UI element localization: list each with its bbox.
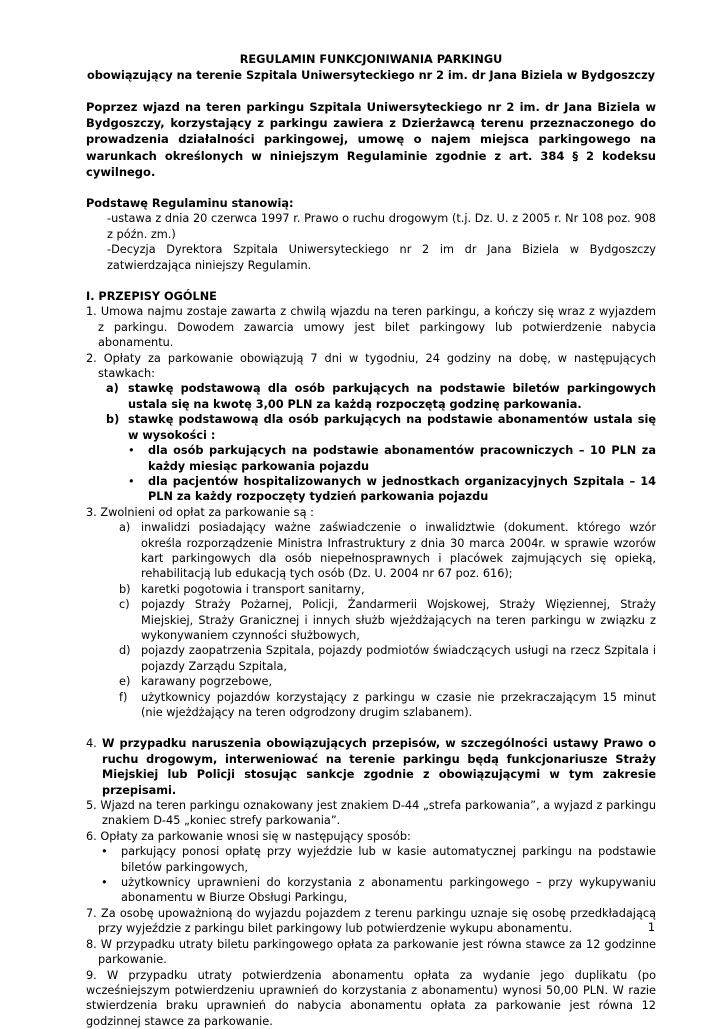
bullet-icon: •: [101, 845, 108, 859]
paragraph-8: 8. W przypadku utraty biletu parkingowego opłata za parkowanie jest równa stawce za 12 godzinne parkowanie.: [86, 937, 656, 967]
paragraph-3: 3. Zwolnieni od opłat za parkowanie są :: [86, 505, 314, 519]
list-item: [101, 844, 656, 875]
item-label: d): [119, 644, 131, 658]
list-item: [128, 474, 656, 505]
item-label: c): [119, 598, 130, 612]
list-item: [128, 443, 656, 474]
bullet-text: dla pacjentów hospitalizowanych w jednostkach organizacyjnych Szpitala – 14 PLN za każdy rozpoczęty tydzień parkowania pojazdu: [148, 474, 656, 504]
paragraph-2a-label: a): [106, 382, 119, 396]
item-text: karawany pogrzebowe,: [141, 675, 273, 689]
item-label: a): [119, 521, 131, 535]
section-1-heading: I. PRZEPISY OGÓLNE: [86, 290, 217, 304]
paragraph-7: 7. Za osobę upoważnioną do wyjazdu pojazdem z terenu parkingu uznaje się osobę przedkładającą przy wyjeździe z parkingu bilet parkingowy lub potwierdzenie wykupu abonamentu.: [86, 906, 656, 936]
item-text: użytkownicy pojazdów korzystający z parkingu w czasie nie przekraczającym 15 minut (nie wjeżdżający na teren odgrodzony drugim szlabanem).: [141, 690, 656, 720]
list-item: [101, 875, 656, 906]
bullet-icon: •: [101, 876, 108, 890]
item-text: karetki pogotowia i transport sanitarny,: [141, 582, 365, 596]
paragraph-4-text: W przypadku naruszenia obowiązujących przepisów, w szczególności ustawy Prawo o ruchu drogowym, interweniować na terenie parkingu będą funkcjonariusze Straży Miejskiej lub Policji stosując sankcje zgodnie z obowiązującymi w tym zakresie przepisami.: [102, 737, 656, 797]
basis-item-2: -Decyzja Dyrektora Szpitala Uniwersyteckiego nr 2 im dr Jana Biziela w Bydgoszczy zatwierdzająca niniejszy Regulamin.: [107, 243, 656, 272]
page-number: 1: [647, 921, 655, 934]
paragraph-2b-text: stawkę podstawową dla osób parkujących na podstawie abonamentów ustala się w wysokości :: [128, 413, 656, 442]
list-item: [119, 674, 656, 689]
item-text: pojazdy zaopatrzenia Szpitala, pojazdy podmiotów świadczących usługi na rzecz Szpitala i pojazdy Zarządu Szpitala,: [141, 644, 656, 673]
item-label: e): [119, 675, 131, 689]
bullet-text: parkujący ponosi opłatę przy wyjeździe lub w kasie automatycznej parkingu na podstawie biletów parkingowych,: [121, 845, 656, 874]
basis-heading: Podstawę Regulaminu stanowią:: [86, 197, 294, 211]
paragraph-2: 2. Opłaty za parkowanie obowiązują 7 dni w tygodniu, 24 godziny na dobę, w następujących stawkach:: [86, 351, 656, 381]
bullet-text: dla osób parkujących na podstawie abonamentów pracowniczych – 10 PLN za każdy miesiąc parkowania pojazdu: [148, 444, 656, 473]
list-item: [119, 597, 656, 643]
document-page: [86, 52, 656, 1029]
paragraph-2a-text: stawkę podstawową dla osób parkujących na podstawie biletów parkingowych ustala się na kwotę 3,00 PLN za każdą rozpoczętą godzinę parkowania.: [128, 382, 656, 411]
document-title: REGULAMIN FUNKCJONIWANIA PARKINGU: [239, 53, 503, 66]
paragraph-2b: [106, 412, 656, 443]
paragraph-9: 9. W przypadku utraty potwierdzenia abonamentu opłata za wydanie jego duplikatu (po wcześniejszym potwierdzeniu uprawnień do korzystania z abonamentu) wynosi 50,00 PLN. W razie stwierdzenia braku uprawnień do nabycia abonamentu opłata za parkowanie jest równa 12 godzinnej stawce za parkowanie.: [86, 968, 656, 1028]
bullet-icon: •: [128, 474, 135, 488]
bullet-icon: •: [128, 444, 135, 458]
item-text: pojazdy Straży Pożarnej, Policji, Żandarmerii Wojskowej, Straży Więziennej, Straży Miejskiej, Straży Granicznej i innych służb wjeżdżających na teren parkingu w związku z wykonywaniem czynności służbowych,: [141, 598, 656, 642]
list-item: [119, 643, 656, 674]
item-text: inwalidzi posiadający ważne zaświadczenie o inwalidztwie (dokument. którego wzór określa rozporządzenie Ministra Infrastruktury z dnia 30 marca 2004r. w sprawie wzorów kart parkingowych dla osób niepełnosprawnych i placówek zajmujących się opieką, rehabilitacją lub edukacją tych osób (Dz. U. 2004 nr 67 poz. 616);: [141, 521, 656, 581]
item-label: b): [119, 582, 131, 596]
paragraph-2a: [106, 381, 656, 412]
paragraph-2b-label: b): [106, 413, 120, 427]
paragraph-1: 1. Umowa najmu zostaje zawarta z chwilą wjazdu na teren parkingu, a kończy się wraz z wyjazdem z parkingu. Dowodem zawarcia umowy jest bilet parkingowy lub potwierdzenie nabycia abonamentu.: [86, 305, 656, 350]
paragraph-4-number: 4.: [86, 737, 97, 751]
list-item: [119, 582, 656, 597]
list-item: [119, 690, 656, 721]
paragraph-5: 5. Wjazd na teren parkingu oznakowany jest znakiem D-44 „strefa parkowania”, a wyjazd z parkingu znakiem D-45 „koniec strefy parkowania”.: [86, 799, 656, 828]
item-label: f): [119, 690, 128, 704]
bullet-text: użytkownicy uprawnieni do korzystania z abonamentu parkingowego – przy wykupywaniu abonamentu w Biurze Obsługi Parkingu,: [121, 876, 656, 905]
basis-item-1: -ustawa z dnia 20 czerwca 1997 r. Prawo o ruchu drogowym (t.j. Dz. U. z 2005 r. Nr 108 poz. 908 z późn. zm.): [107, 212, 656, 241]
paragraph-4: [86, 736, 656, 798]
document-subtitle: obowiązujący na terenie Szpitala Uniwersyteckiego nr 2 im. dr Jana Biziela w Bydgoszczy: [86, 69, 656, 82]
intro-paragraph: Poprzez wjazd na teren parkingu Szpitala Uniwersyteckiego nr 2 im. dr Jana Biziela w Bydgoszczy, korzystający z parkingu zawiera z Dzierżawcą terenu przeznaczonego do prowadzenia działalności parkingowej, umowę o najem miejsca parkingowego na warunkach określonych w niniejszym Regulaminie zgodnie z art. 384 § 2 kodeksu cywilnego.: [86, 100, 656, 179]
list-item: [119, 520, 656, 582]
paragraph-6: 6. Opłaty za parkowanie wnosi się w następujący sposób:: [86, 829, 411, 843]
